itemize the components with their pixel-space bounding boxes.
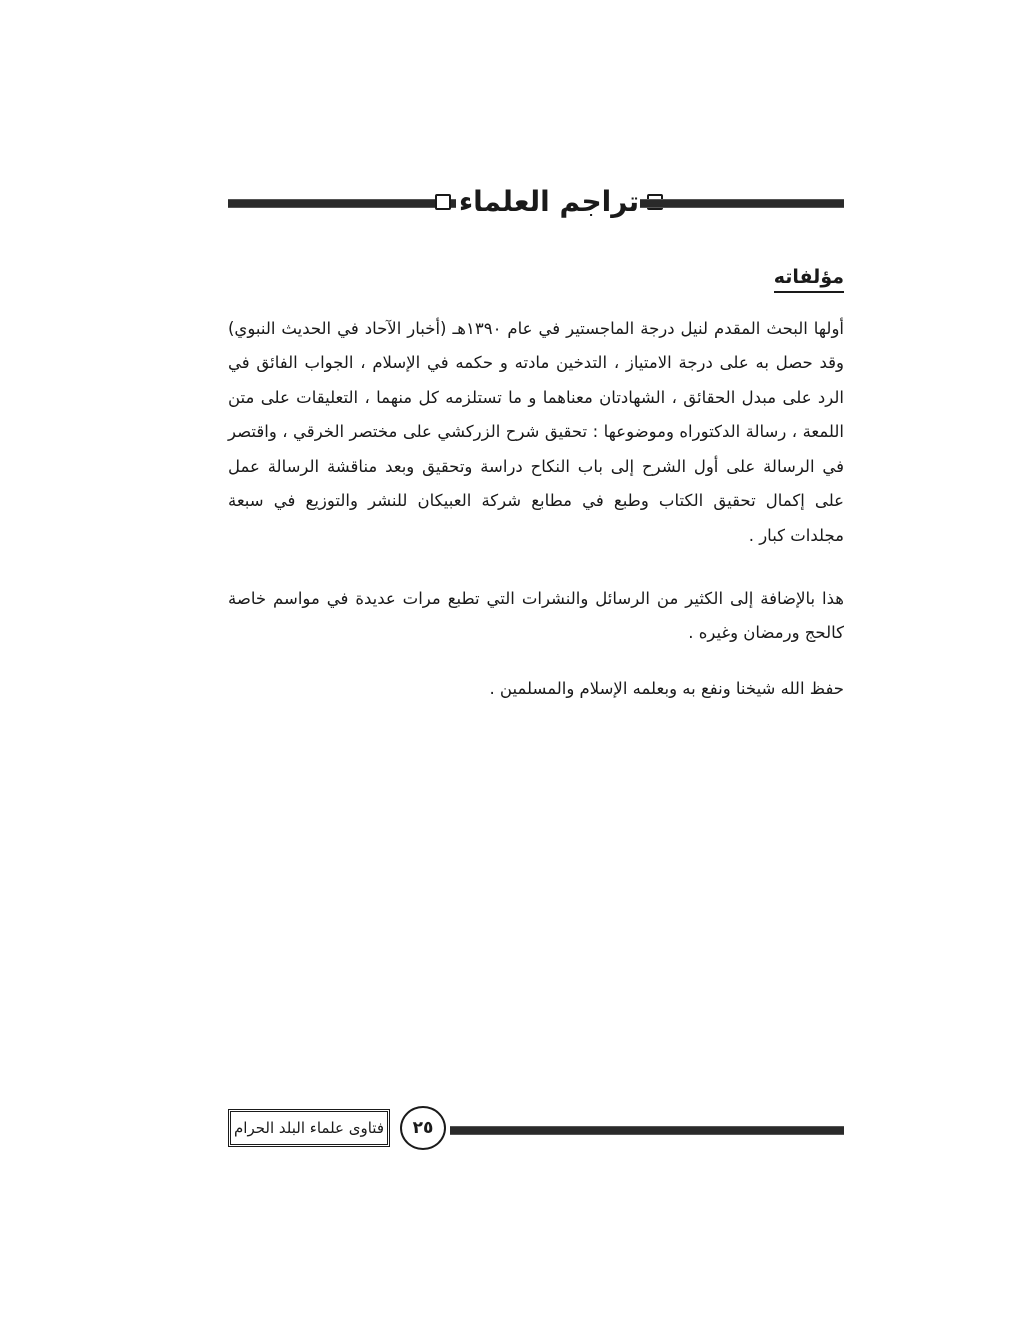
- page-header: [228, 180, 844, 224]
- square-ornament-icon: [435, 194, 451, 210]
- paragraph-prayer: حفظ الله شيخنا ونفع به وبعلمه الإسلام والمسلمين .: [489, 678, 844, 698]
- page-footer: [228, 1106, 844, 1156]
- book-title-box: [228, 1109, 390, 1147]
- paragraph-additional: هذا بالإضافة إلى الكثير من الرسائل والنشرات التي تطبع مرات عديدة في مواسم خاصة كالحج ورمضان وغيره .: [228, 588, 844, 642]
- paragraph-works: أولها البحث المقدم لنيل درجة الماجستير في عام ١٣٩٠هـ (أخبار الآحاد في الحديث النبوي) وقد حصل به على درجة الامتياز ، التدخين مادته و حكمه في الإسلام ، الجواب الفائق في الرد على مبدل الحقائق ، الشهادتان معناهما و ما تستلزمه كل منهما ، التعليقات على متن اللمعة ، رسالة الدكتوراه وموضوعها : تحقيق شرح الزركشي على مختصر الخرقي ، واقتصر في الرسالة على أول الشرح إلى باب النكاح دراسة وتحقيق وبعد مناقشة الرسالة عمل على إكمال تحقيق الكتاب وطبع في مطابع شركة العبيكان للنشر والتوزيع في سبعة مجلدات كبار .: [228, 318, 844, 545]
- header-title-group: [460, 180, 638, 224]
- book-title: فتاوى علماء البلد الحرام: [233, 1119, 385, 1137]
- header-rule-left: [228, 199, 456, 208]
- section-heading: مؤلفاته: [774, 266, 844, 293]
- header-rule-right: [640, 199, 844, 208]
- footer-rule: [450, 1126, 844, 1135]
- header-title: تراجم العلماء: [458, 185, 640, 218]
- page-number-badge: [400, 1106, 446, 1150]
- page-number: ٢٥: [412, 1118, 434, 1138]
